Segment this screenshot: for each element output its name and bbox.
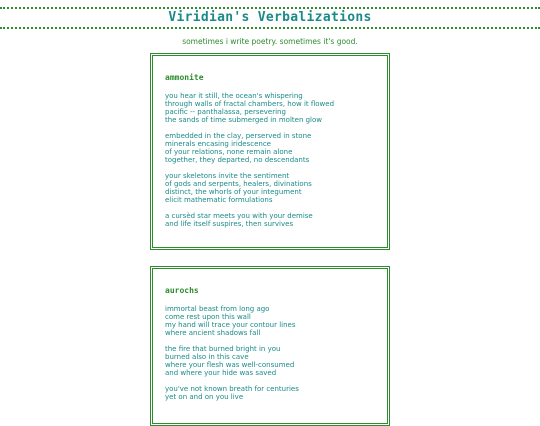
poem-stanza	[165, 305, 375, 337]
poem-line: yet on and on you live	[165, 393, 244, 401]
poem-line: the fire that burned bright in you	[165, 345, 281, 353]
poem-card-ammonite	[150, 53, 390, 250]
poem-line: elicit mathematic formulations	[165, 196, 273, 204]
poem-line: burned also in this cave	[165, 353, 249, 361]
poem-line: pacific -- panthalassa, persevering	[165, 108, 286, 116]
poem-line: through walls of fractal chambers, how it flowed	[165, 100, 335, 108]
poem-line: distinct, the whorls of your integument	[165, 188, 302, 196]
poem-line: where your flesh was well-consumed	[165, 361, 295, 369]
poem-line: your skeletons invite the sentiment	[165, 172, 290, 180]
poem-stanza	[165, 172, 375, 204]
poem-line: and where your hide was saved	[165, 369, 277, 377]
poem-stanza	[165, 385, 375, 401]
poem-stanza	[165, 345, 375, 377]
poem-line: you hear it still, the ocean's whispering	[165, 92, 303, 100]
site-title: Viridian's Verbalizations	[168, 10, 372, 25]
poem-line: immortal beast from long ago	[165, 305, 270, 313]
poem-line: embedded in the clay, perserved in stone	[165, 132, 312, 140]
site-header	[0, 7, 540, 29]
poem-line: the sands of time submerged in molten glow	[165, 116, 323, 124]
poem-line: minerals encasing iridescence	[165, 140, 271, 148]
poem-card-aurochs	[150, 266, 390, 426]
poem-stanza	[165, 92, 375, 124]
site-tagline: sometimes i write poetry. sometimes it's good.	[182, 37, 358, 46]
poem-line: my hand will trace your contour lines	[165, 321, 296, 329]
poem-line: of your relations, none remain alone	[165, 148, 293, 156]
poem-line: you've not known breath for centuries	[165, 385, 299, 393]
poem-line: where ancient shadows fall	[165, 329, 261, 337]
poem-stanza	[165, 132, 375, 164]
poem-title: aurochs	[165, 286, 199, 295]
poem-line: together, they departed, no descendants	[165, 156, 310, 164]
poem-line: and life itself suspires, then survives	[165, 220, 294, 228]
poem-line: come rest upon this wall	[165, 313, 251, 321]
poem-line: of gods and serpents, healers, divinations	[165, 180, 312, 188]
poem-title: ammonite	[165, 73, 204, 82]
poem-line: a cursèd star meets you with your demise	[165, 212, 313, 220]
poem-stanza	[165, 212, 375, 228]
